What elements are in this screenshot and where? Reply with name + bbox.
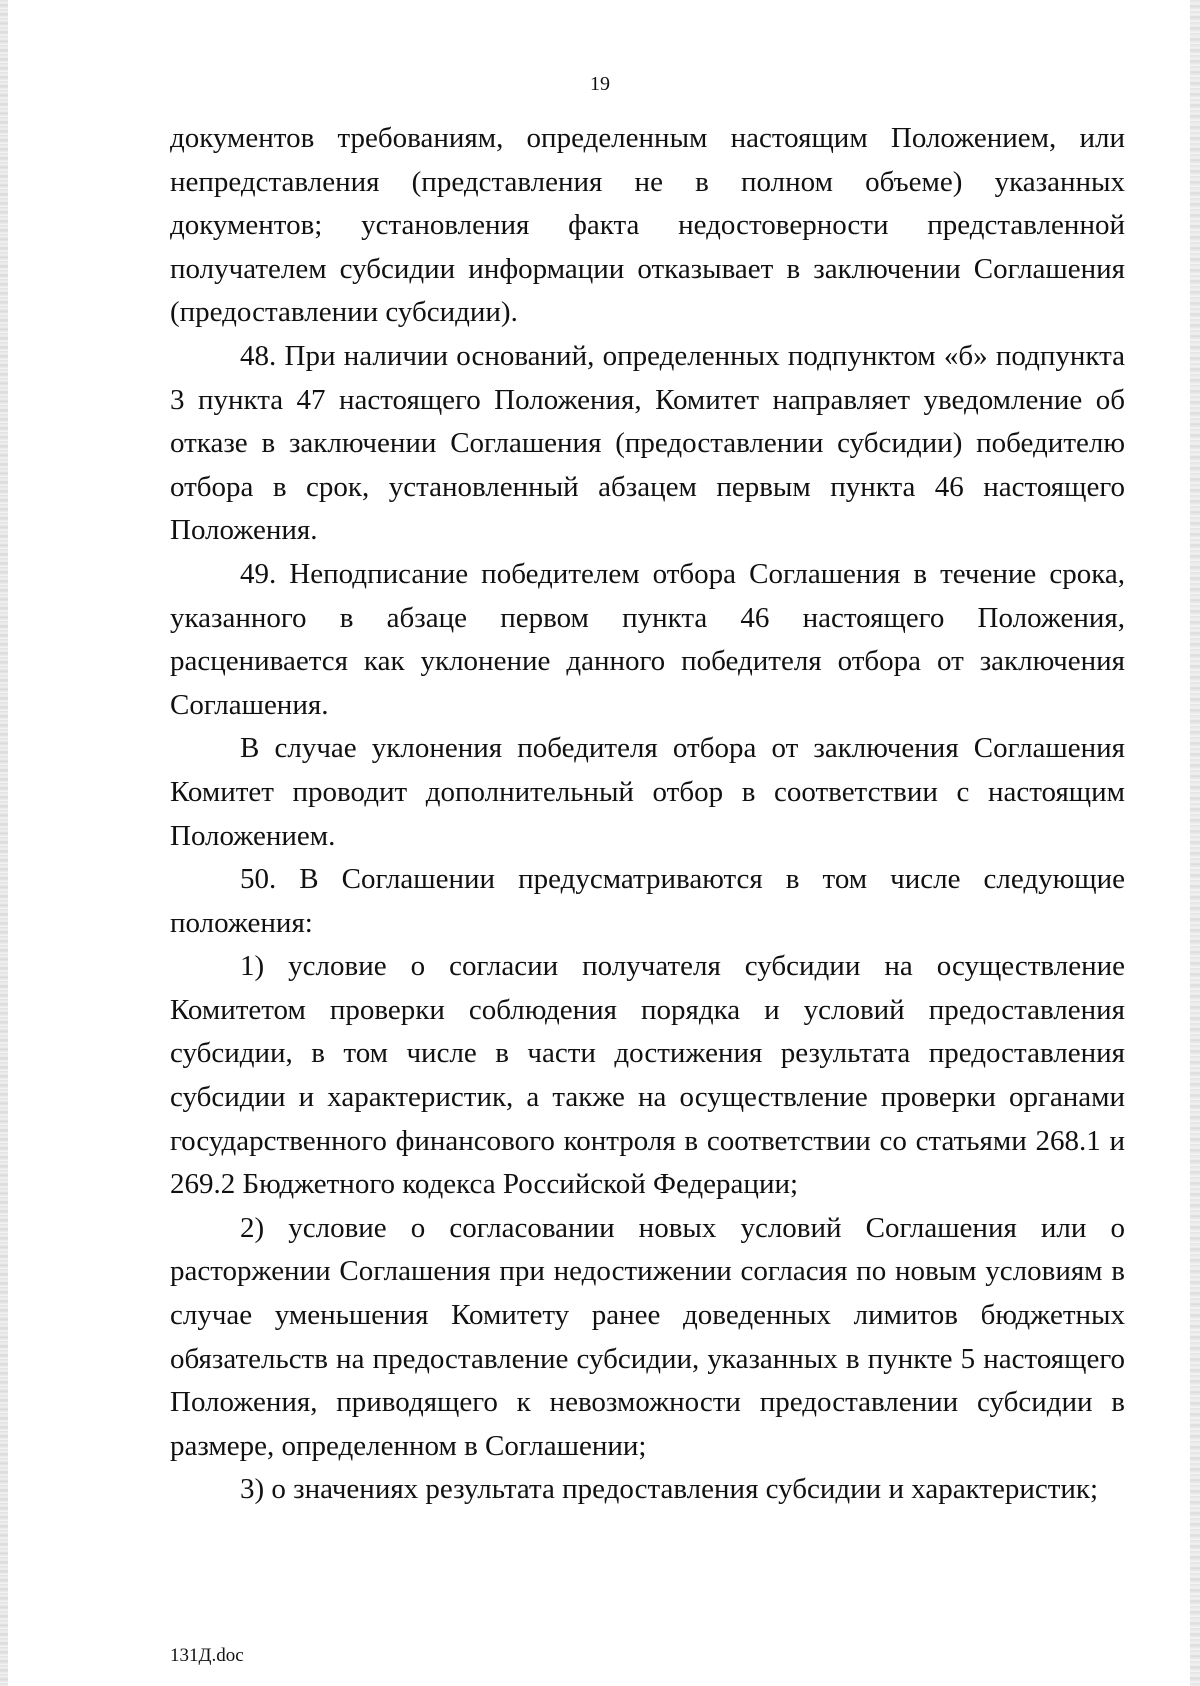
paragraph-50: 50. В Соглашении предусматриваются в том числе следующие положения: <box>170 863 1125 939</box>
document-body <box>170 117 1125 1512</box>
scan-edge-right <box>1190 0 1200 1686</box>
paragraph-49-evasion: В случае уклонения победителя отбора от заключения Соглашения Комитет проводит дополнительный отбор в соответствии с настоящим Положением. <box>170 732 1125 852</box>
paragraph-continuation: документов требованиям, определенным настоящим Положением, или непредставления (представления не в полном объеме) указанных документов; установления факта недостоверности представленной получателем субсидии информации отказывает в заключении Соглашения (предоставлении субсидии). <box>170 122 1125 329</box>
paragraph-50-item-1: 1) условие о согласии получателя субсидии на осуществление Комитетом проверки соблюдения порядка и условий предоставления субсидии, в том числе в части достижения результата предоставления субсидии и характеристик, а также на осуществление проверки органами государственного финансового контроля в соответствии со статьями 268.1 и 269.2 Бюджетного кодекса Российской Федерации; <box>170 950 1125 1201</box>
paragraph-50-item-2: 2) условие о согласовании новых условий Соглашения или о расторжении Соглашения при недостижении согласия по новым условиям в случае уменьшения Комитету ранее доведенных лимитов бюджетных обязательств на предоставление субсидии, указанных в пункте 5 настоящего Положения, приводящего к невозможности предоставлении субсидии в размере, определенном в Соглашении; <box>170 1211 1125 1462</box>
scan-edge-left <box>0 0 8 1686</box>
page-number: 19 <box>590 73 610 95</box>
paragraph-49: 49. Неподписание победителем отбора Соглашения в течение срока, указанного в абзаце первом пункта 46 настоящего Положения, расценивается как уклонение данного победителя отбора от заключения Соглашения. <box>170 557 1125 721</box>
paragraph-50-item-3: 3) о значениях результата предоставления субсидии и характеристик; <box>240 1473 1099 1506</box>
paragraph-48: 48. При наличии оснований, определенных подпунктом «б» подпункта 3 пункта 47 настоящего Положения, Комитет направляет уведомление об отказе в заключении Соглашения (предоставлении субсидии) победителю отбора в срок, установленный абзацем первым пункта 46 настоящего Положения. <box>170 339 1125 547</box>
footer-file-name: 131Д.doc <box>170 1645 244 1666</box>
